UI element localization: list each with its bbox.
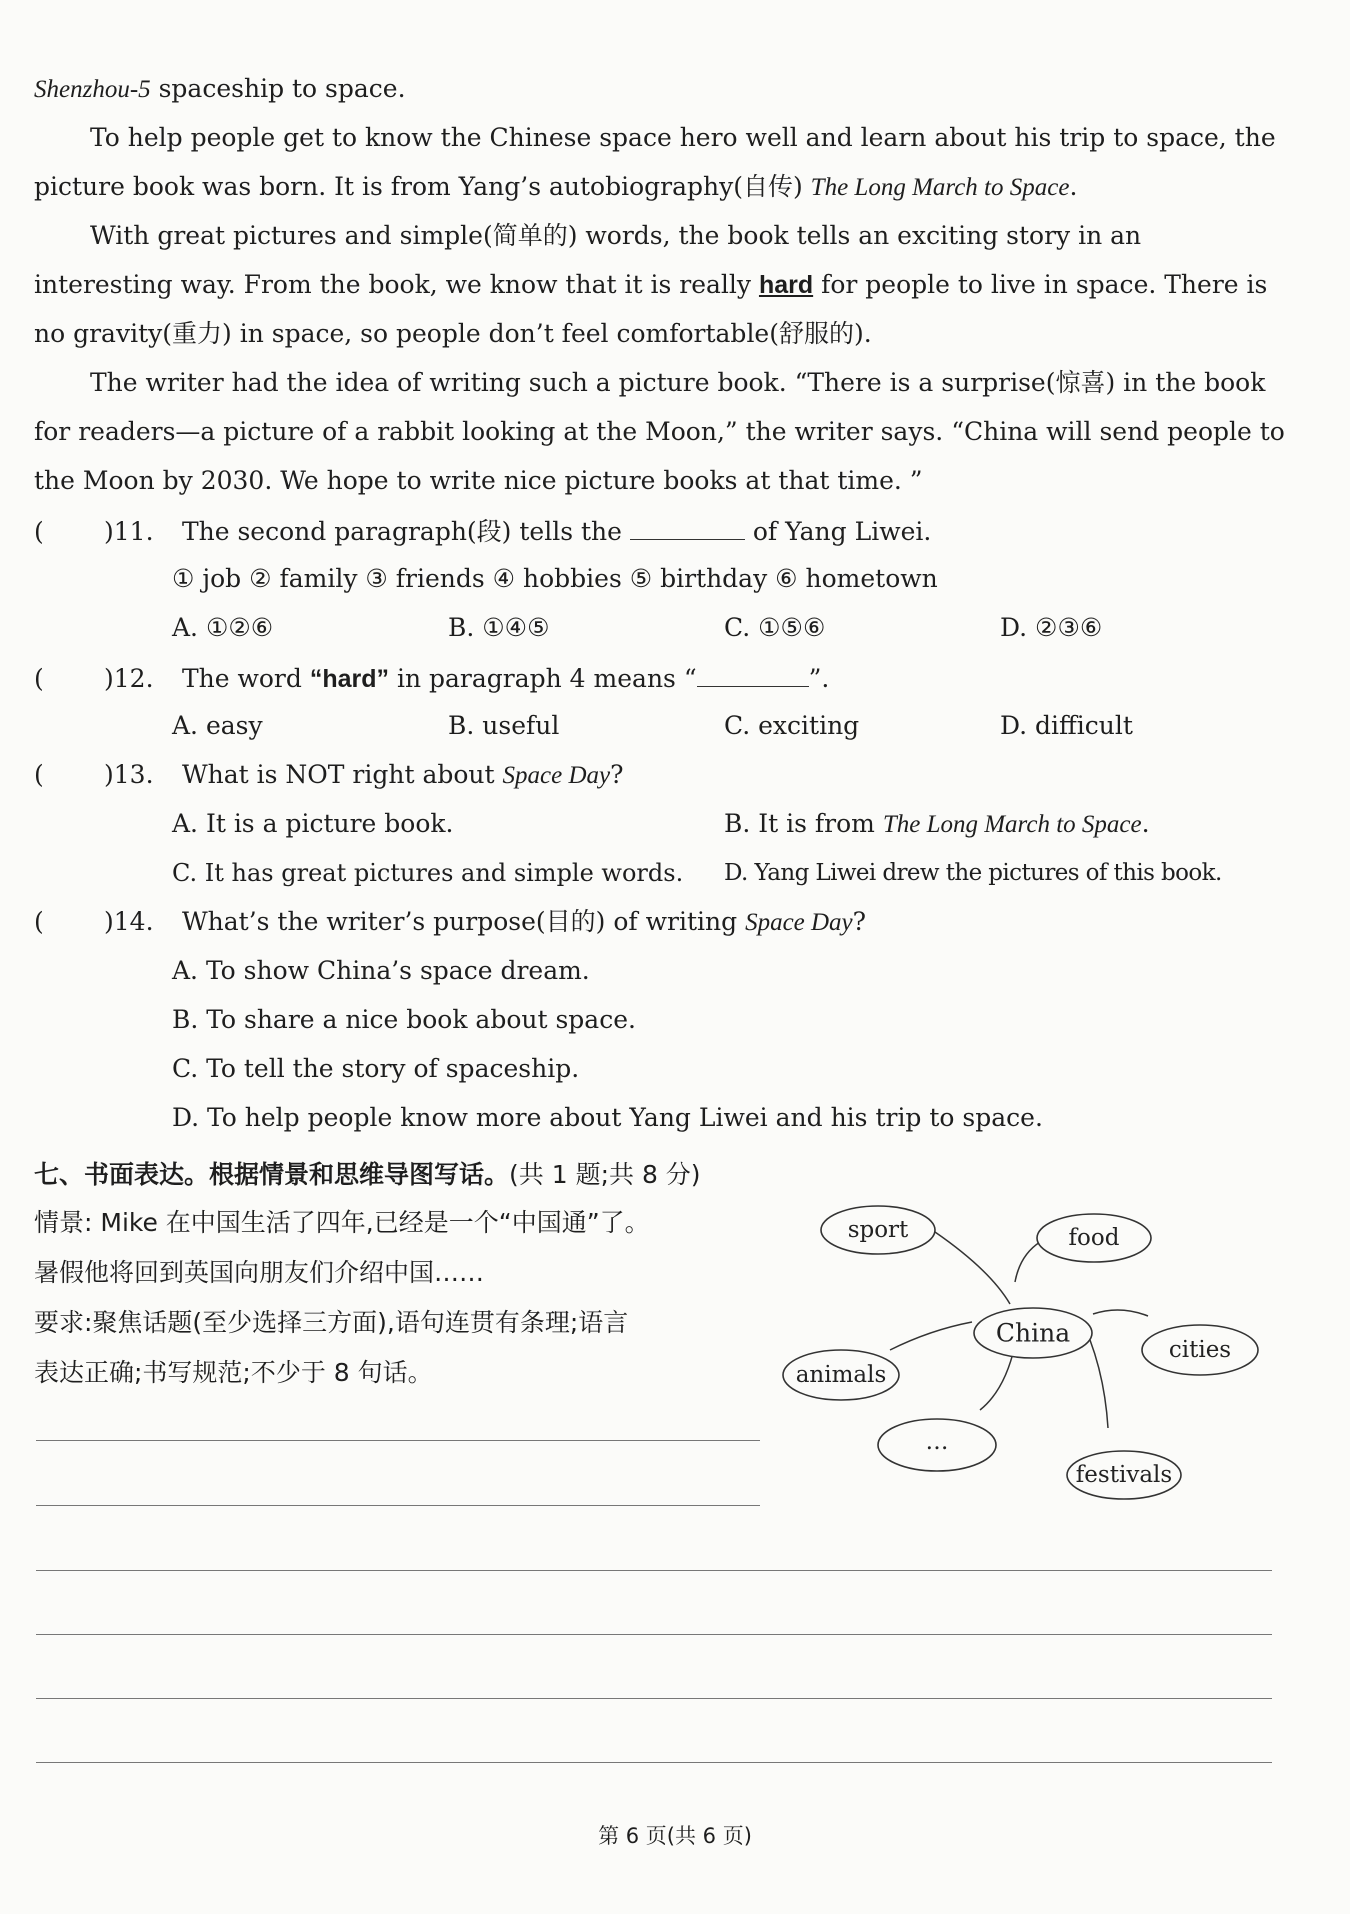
q11-option-a[interactable]: A. ①②⑥	[172, 613, 274, 642]
passage-line-9: the Moon by 2030. We hope to write nice picture books at that time. ”	[34, 466, 923, 495]
question-12: ( )12. The word “hard” in paragraph 4 means “ ”.	[34, 660, 829, 696]
q11-items: ① job ② family ③ friends ④ hobbies ⑤ birthday ⑥ hometown	[172, 564, 938, 593]
q13-option-d[interactable]: D. Yang Liwei drew the pictures of this book.	[724, 860, 1222, 886]
book-title: The Long March to Space	[810, 174, 1070, 201]
q12-option-a[interactable]: A. easy	[172, 711, 263, 740]
passage-line-8: for readers—a picture of a rabbit looking at the Moon,” the writer says. “China will send people to	[34, 417, 1285, 446]
q11-option-b[interactable]: B. ①④⑤	[448, 613, 550, 642]
passage-line-5: interesting way. From the book, we know that it is really hard for people to live in space. There is	[34, 270, 1268, 299]
q13-option-b[interactable]: B. It is from The Long March to Space.	[724, 809, 1150, 838]
writing-line[interactable]	[36, 1762, 1272, 1763]
mindmap-node-more: …	[925, 1429, 949, 1455]
writing-line[interactable]	[36, 1570, 1272, 1571]
scene-line-2: 暑假他将回到英国向朋友们介绍中国……	[34, 1258, 485, 1287]
writing-line[interactable]	[36, 1634, 1272, 1635]
scene-line-1: 情景: Mike 在中国生活了四年,已经是一个“中国通”了。	[34, 1208, 650, 1237]
mindmap-node-food: food	[1068, 1225, 1120, 1251]
requirement-line-2: 表达正确;书写规范;不少于 8 句话。	[34, 1358, 433, 1387]
writing-line[interactable]	[36, 1505, 760, 1506]
q14-option-b[interactable]: B. To share a nice book about space.	[172, 1005, 636, 1034]
passage-line-6: no gravity(重力) in space, so people don’t feel comfortable(舒服的).	[34, 319, 872, 348]
q11-option-c[interactable]: C. ①⑤⑥	[724, 613, 826, 642]
question-13: ( )13. What is NOT right about Space Day?	[34, 760, 624, 789]
answer-paren[interactable]: (	[34, 517, 44, 546]
section-heading: 七、书面表达。根据情景和思维导图写话。(共 1 题;共 8 分)	[34, 1160, 701, 1189]
writing-line[interactable]	[36, 1698, 1272, 1699]
section-points: (共 1 题;共 8 分)	[509, 1160, 701, 1189]
answer-blank[interactable]	[630, 513, 745, 540]
q13-option-a[interactable]: A. It is a picture book.	[172, 809, 454, 838]
q12-option-d[interactable]: D. difficult	[1000, 711, 1133, 740]
passage-line-7: The writer had the idea of writing such a picture book. “There is a surprise(惊喜) in the book	[90, 368, 1266, 397]
passage-line-1: Shenzhou-5 spaceship to space.	[34, 74, 406, 103]
q14-option-c[interactable]: C. To tell the story of spaceship.	[172, 1054, 580, 1083]
hard-word: hard	[758, 271, 814, 299]
writing-line[interactable]	[36, 1440, 760, 1441]
question-11: ( )11. The second paragraph(段) tells the of Yang Liwei.	[34, 513, 931, 549]
spaceship-name: Shenzhou-5	[34, 76, 151, 103]
mindmap-node-cities: cities	[1168, 1337, 1232, 1363]
mindmap-node-festivals: festivals	[1075, 1462, 1173, 1488]
q13-option-c[interactable]: C. It has great pictures and simple words.	[172, 859, 684, 887]
passage-line-3: picture book was born. It is from Yang’s autobiography(自传) The Long March to Space.	[34, 172, 1078, 201]
q12-option-b[interactable]: B. useful	[448, 711, 560, 740]
q14-option-d[interactable]: D. To help people know more about Yang Liwei and his trip to space.	[172, 1103, 1043, 1132]
q14-option-a[interactable]: A. To show China’s space dream.	[172, 956, 590, 985]
passage-line-4: With great pictures and simple(简单的) words, the book tells an exciting story in an	[90, 221, 1142, 250]
requirement-line-1: 要求:聚焦话题(至少选择三方面),语句连贯有条理;语言	[34, 1308, 629, 1337]
mind-map	[760, 1190, 1280, 1500]
passage-line-2: To help people get to know the Chinese space hero well and learn about his trip to space, the	[90, 123, 1276, 152]
q11-option-d[interactable]: D. ②③⑥	[1000, 613, 1103, 642]
mindmap-node-animals: animals	[795, 1362, 887, 1388]
mindmap-node-sport: sport	[847, 1217, 909, 1243]
mindmap-center-china: China	[995, 1318, 1071, 1348]
answer-blank[interactable]	[697, 660, 809, 687]
question-14: ( )14. What’s the writer’s purpose(目的) of writing Space Day?	[34, 907, 867, 936]
page-number: 第 6 页(共 6 页)	[598, 1824, 752, 1848]
q12-option-c[interactable]: C. exciting	[724, 711, 860, 740]
